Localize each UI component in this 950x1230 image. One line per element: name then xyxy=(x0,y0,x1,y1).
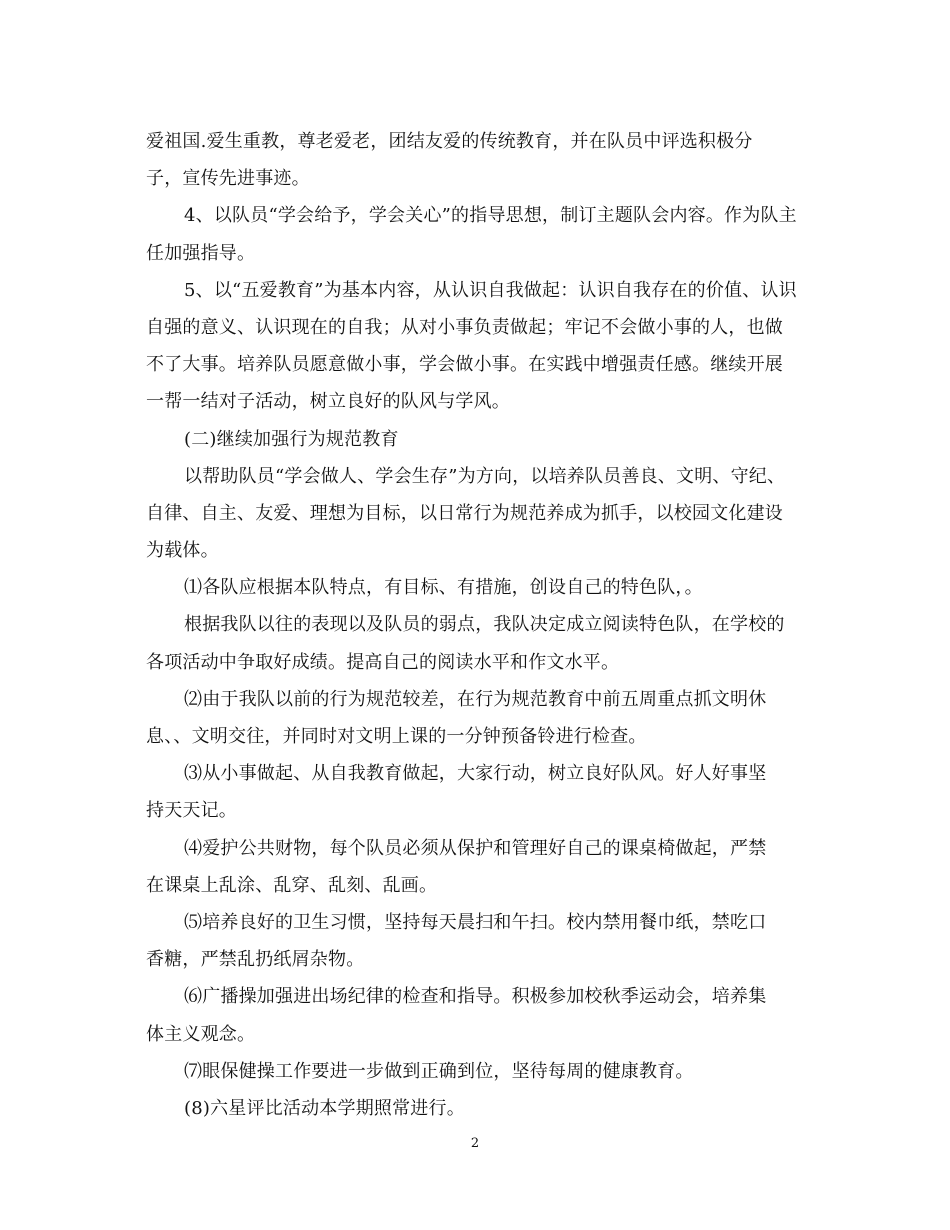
text-line: 子，宣传先进事迹。 xyxy=(146,168,310,190)
text-line: 为载体。 xyxy=(146,540,219,562)
paragraph-item-4: 4、以队员“学会给予，学会关心”的指导思想，制订主题队会内容。作为队主 xyxy=(184,205,797,227)
text-line: 自律、自主、友爱、理想为目标，以日常行为规范养成为抓手，以校园文化建设 xyxy=(146,502,783,524)
section-heading: (二)继续加强行为规范教育 xyxy=(184,428,399,450)
text-line: 任加强指导。 xyxy=(146,242,256,264)
list-item-8: (8)六星评比活动本学期照常进行。 xyxy=(184,1097,465,1119)
text-line: 息、、文明交往，并同时对文明上课的一分钟预备铃进行检查。 xyxy=(146,726,647,747)
text-line: 爱祖国.爱生重教，尊老爱老，团结友爱的传统教育，并在队员中评选积极分 xyxy=(146,131,753,152)
paragraph-reading-team: 根据我队以往的表现以及队员的弱点，我队决定成立阅读特色队，在学校的 xyxy=(184,614,785,636)
text-line: 持天天记。 xyxy=(146,800,237,822)
paragraph-item-5: 5、以“五爱教育”为基本内容，从认识自我做起：认识自我存在的价值、认识 xyxy=(184,279,797,301)
list-item-4: ⑷爱护公共财物，每个队员必须从保护和管理好自己的课桌椅做起，严禁 xyxy=(184,837,767,859)
text-line: 一帮一结对子活动，树立良好的队风与学风。 xyxy=(146,391,510,413)
text-line: 在课桌上乱涂、乱穿、乱刻、乱画。 xyxy=(146,874,438,896)
list-item-6: ⑹广播操加强进出场纪律的检查和指导。积极参加校秋季运动会，培养集 xyxy=(184,986,767,1008)
list-item-7: ⑺眼保健操工作要进一步做到正确到位，坚待每周的健康教育。 xyxy=(184,1060,694,1082)
list-item-2: ⑵由于我队以前的行为规范较差，在行为规范教育中前五周重点抓文明休 xyxy=(184,688,767,710)
list-item-3: ⑶从小事做起、从自我教育做起，大家行动，树立良好队风。好人好事坚 xyxy=(184,763,767,785)
text-line: 各项活动中争取好成绩。提高自己的阅读水平和作文水平。 xyxy=(146,651,620,673)
list-item-5: ⑸培养良好的卫生习惯，坚持每天晨扫和午扫。校内禁用餐巾纸，禁吃口 xyxy=(184,911,767,933)
text-line: 体主义观念。 xyxy=(146,1023,256,1045)
paragraph-intro: 以帮助队员“学会做人、学会生存”为方向，以培养队员善良、文明、守纪、 xyxy=(184,465,786,487)
text-line: 香糖，严禁乱扔纸屑杂物。 xyxy=(146,949,365,971)
list-item-1: ⑴各队应根据本队特点，有目标、有措施，创设自己的特色队，。 xyxy=(184,577,703,599)
page-number: 2 xyxy=(470,1136,480,1151)
text-line: 不了大事。培养队员愿意做小事，学会做小事。在实践中增强责任感。继续开展 xyxy=(146,354,783,376)
text-line: 自强的意义、认识现在的自我；从对小事负责做起；牢记不会做小事的人，也做 xyxy=(146,316,783,338)
document-body xyxy=(146,123,808,1127)
